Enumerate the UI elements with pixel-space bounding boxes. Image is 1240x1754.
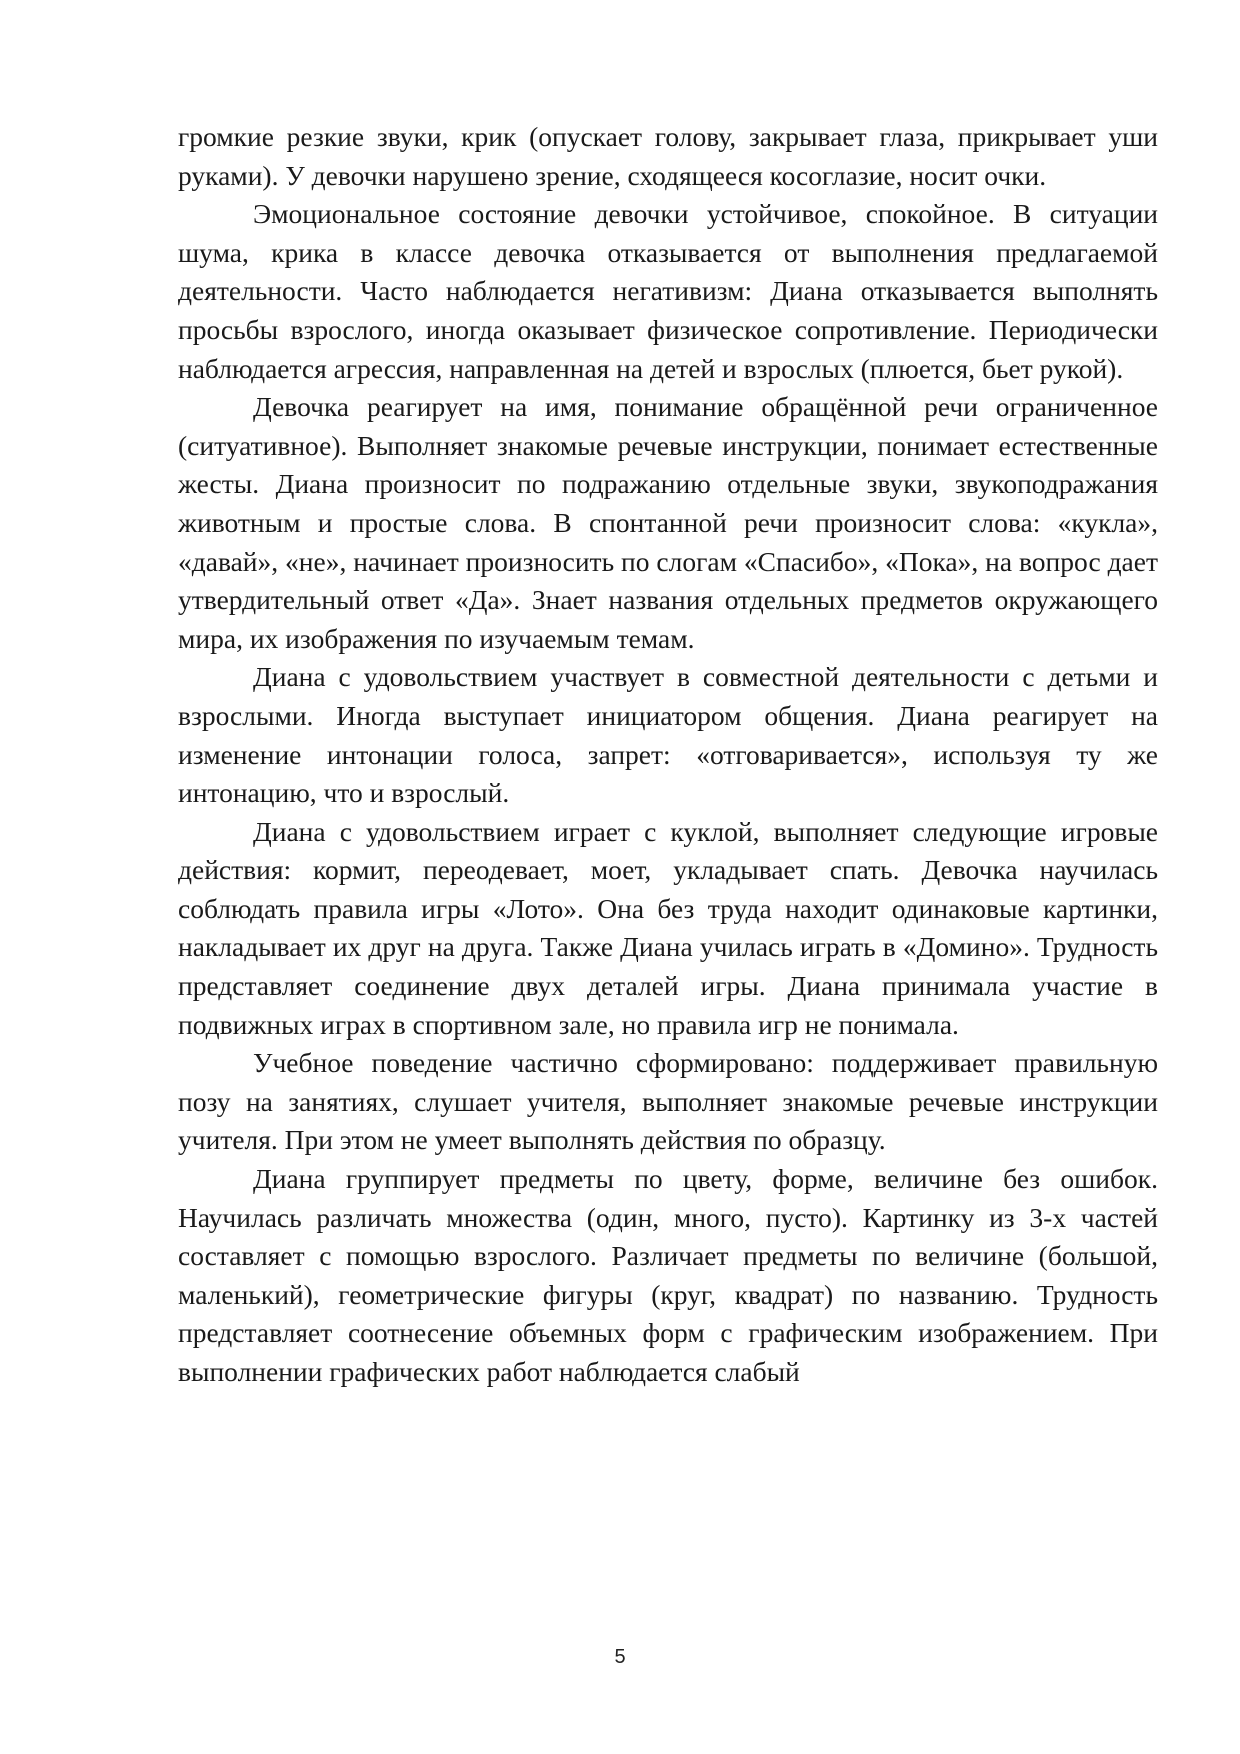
paragraph-continuation: громкие резкие звуки, крик (опускает голову, закрывает глаза, прикрывает уши руками). У девочки нарушено зрение, сходящееся косоглазие, носит очки.	[178, 121, 1158, 191]
page-number: 5	[614, 1646, 626, 1668]
paragraph-emotional-state: Эмоциональное состояние девочки устойчивое, спокойное. В ситуации шума, крика в классе девочка отказывается от выполнения предлагаемой деятельности. Часто наблюдается негативизм: Диана отказывается выполнять просьбы взрослого, иногда оказывает физическое сопротивление. Периодически наблюдается агрессия, направленная на детей и взрослых (плюется, бьет рукой).	[178, 198, 1158, 384]
paragraph-learning-behavior: Учебное поведение частично сформировано: поддерживает правильную позу на занятиях, слушает учителя, выполняет знакомые речевые инструкции учителя. При этом не умеет выполнять действия по образцу.	[178, 1047, 1158, 1156]
document-body	[178, 118, 1158, 1392]
paragraph-play: Диана с удовольствием играет с куклой, выполняет следующие игровые действия: кормит, переодевает, моет, укладывает спать. Девочка научилась соблюдать правила игры «Лото». Она без труда находит одинаковые картинки, накладывает их друг на друга. Также Диана училась играть в «Домино». Трудность представляет соединение двух деталей игры. Диана принимала участие в подвижных играх в спортивном зале, но правила игр не понимала.	[178, 815, 1158, 1040]
paragraph-speech: Девочка реагирует на имя, понимание обращённой речи ограниченное (ситуативное). Выполняет знакомые речевые инструкции, понимает естественные жесты. Диана произносит по подражанию отдельные звуки, звукоподражания животным и простые слова. В спонтанной речи произносит слова: «кукла», «давай», «не», начинает произносить по слогам «Спасибо», «Пока», на вопрос дает утвердительный ответ «Да». Знает названия отдельных предметов окружающего мира, их изображения по изучаемым темам.	[178, 391, 1158, 654]
paragraph-cognitive-skills: Диана группирует предметы по цвету, форме, величине без ошибок. Научилась различать множества (один, много, пусто). Картинку из 3-х частей составляет с помощью взрослого. Различает предметы по величине (большой, маленький), геометрические фигуры (круг, квадрат) по названию. Трудность представляет соотнесение объемных форм с графическим изображением. При выполнении графических работ наблюдается слабый	[178, 1163, 1158, 1387]
paragraph-communication: Диана с удовольствием участвует в совместной деятельности с детьми и взрослыми. Иногда выступает инициатором общения. Диана реагирует на изменение интонации голоса, запрет: «отговаривается», используя ту же интонацию, что и взрослый.	[178, 661, 1158, 809]
